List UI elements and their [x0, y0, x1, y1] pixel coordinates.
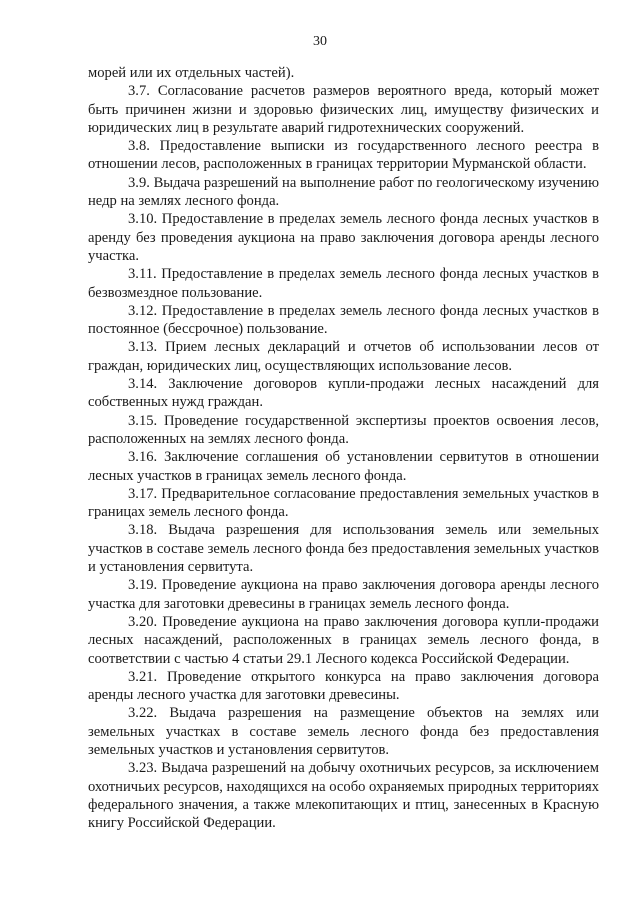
- paragraph-3-16: 3.16. Заключение соглашения об установлении сервитутов в отношении лесных участков в границах земель лесного фонда.: [88, 449, 599, 484]
- paragraph-3-23: 3.23. Выдача разрешений на добычу охотничьих ресурсов, за исключением охотничьих ресурсов, находящихся на особо охраняемых природных территориях федерального значения, а также млекопитающих и птиц, занесенных в Красную книгу Российской Федерации.: [88, 760, 599, 832]
- paragraph-3-13: 3.13. Прием лесных деклараций и отчетов об использовании лесов от граждан, юридических лиц, осуществляющих использование лесов.: [88, 339, 599, 374]
- paragraph-3-7: 3.7. Согласование расчетов размеров вероятного вреда, который может быть причинен жизни и здоровью физических лиц, имуществу физических и юридических лиц в результате аварий гидротехнических сооружений.: [88, 83, 599, 136]
- paragraph-3-22: 3.22. Выдача разрешения на размещение объектов на землях или земельных участках в составе земель лесного фонда без предоставления земельных участков и установления сервитутов.: [88, 705, 599, 758]
- paragraph-3-8: 3.8. Предоставление выписки из государственного лесного реестра в отношении лесов, расположенных в границах территории Мурманской области.: [88, 138, 599, 173]
- paragraph-3-18: 3.18. Выдача разрешения для использования земель или земельных участков в составе земель лесного фонда без предоставления земельных участков и установления сервитута.: [88, 522, 599, 576]
- paragraph-3-21: 3.21. Проведение открытого конкурса на право заключения договора аренды лесного участка для заготовки древесины.: [88, 668, 599, 704]
- paragraph-3-12: 3.12. Предоставление в пределах земель лесного фонда лесных участков в постоянное (бессрочное) пользование.: [88, 302, 599, 338]
- paragraph-3-20: 3.20. Проведение аукциона на право заключения договора купли-продажи лесных насаждений, расположенных в границах земель лесного фонда, в соответствии с частью 4 статьи 29.1 Лесного кодекса Российской Федерации.: [88, 613, 599, 667]
- page-number: 30: [313, 34, 327, 49]
- paragraph-3-10: 3.10. Предоставление в пределах земель лесного фонда лесных участков в аренду без проведения аукциона на право заключения договора аренды лесного участка.: [88, 211, 599, 264]
- document-body: [88, 64, 599, 832]
- paragraph-3-11: 3.11. Предоставление в пределах земель лесного фонда лесных участков в безвозмездное пользование.: [88, 266, 599, 301]
- paragraph-3-15: 3.15. Проведение государственной экспертизы проектов освоения лесов, расположенных на землях лесного фонда.: [88, 412, 599, 447]
- paragraph-3-17: 3.17. Предварительное согласование предоставления земельных участков в границах земель лесного фонда.: [88, 485, 599, 521]
- paragraph-3-14: 3.14. Заключение договоров купли-продажи лесных насаждений для собственных нужд граждан.: [88, 376, 599, 411]
- paragraph-3-19: 3.19. Проведение аукциона на право заключения договора аренды лесного участка для заготовки древесины в границах земель лесного фонда.: [88, 577, 599, 612]
- paragraph-continuation: морей или их отдельных частей).: [88, 65, 295, 81]
- paragraph-3-9: 3.9. Выдача разрешений на выполнение работ по геологическому изучению недр на землях лесного фонда.: [88, 174, 599, 210]
